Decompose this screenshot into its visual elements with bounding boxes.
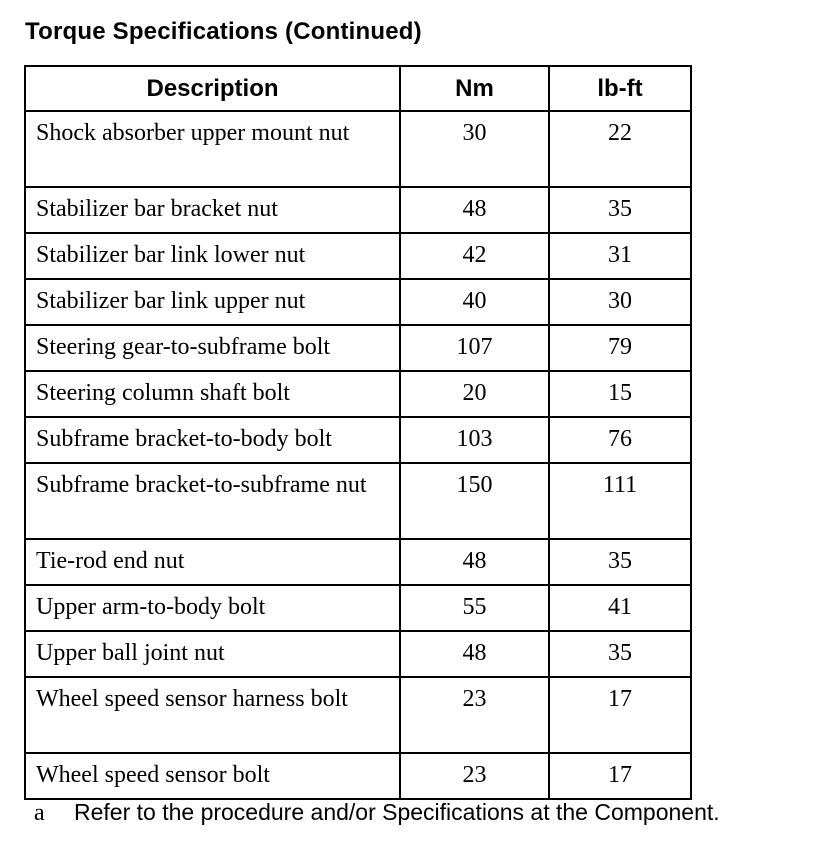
table-row [25,111,691,187]
row-description: Stabilizer bar link upper nut [25,279,400,325]
row-nm-value: 55 [400,585,549,631]
row-description: Upper arm-to-body bolt [25,585,400,631]
table-row [25,753,691,799]
row-lbft-value: 111 [549,463,691,539]
table-row [25,585,691,631]
row-nm-value: 20 [400,371,549,417]
row-nm-value: 40 [400,279,549,325]
table-header-row [25,66,691,111]
row-nm-value: 48 [400,187,549,233]
row-description: Subframe bracket-to-subframe nut [25,463,400,539]
row-lbft-value: 15 [549,371,691,417]
table-row [25,677,691,753]
row-nm-value: 23 [400,677,549,753]
row-description: Steering gear-to-subframe bolt [25,325,400,371]
row-lbft-value: 22 [549,111,691,187]
table-row [25,187,691,233]
row-nm-value: 48 [400,631,549,677]
row-lbft-value: 30 [549,279,691,325]
footnote [34,799,720,827]
table-row [25,371,691,417]
table-row [25,539,691,585]
row-description: Shock absorber upper mount nut [25,111,400,187]
row-lbft-value: 41 [549,585,691,631]
footnote-marker: a [34,800,45,826]
row-description: Upper ball joint nut [25,631,400,677]
row-description: Wheel speed sensor harness bolt [25,677,400,753]
table-row [25,279,691,325]
row-lbft-value: 17 [549,753,691,799]
table-row [25,631,691,677]
row-lbft-value: 76 [549,417,691,463]
row-description: Stabilizer bar link lower nut [25,233,400,279]
row-description: Steering column shaft bolt [25,371,400,417]
row-description: Tie-rod end nut [25,539,400,585]
row-nm-value: 48 [400,539,549,585]
page-title: Torque Specifications (Continued) [25,18,422,45]
row-nm-value: 30 [400,111,549,187]
footnote-text: Refer to the procedure and/or Specifications at the Component. [74,799,720,825]
row-description: Wheel speed sensor bolt [25,753,400,799]
column-header-lbft: lb-ft [549,66,691,111]
column-header-nm: Nm [400,66,549,111]
row-lbft-value: 35 [549,539,691,585]
row-description: Stabilizer bar bracket nut [25,187,400,233]
row-lbft-value: 31 [549,233,691,279]
row-lbft-value: 35 [549,631,691,677]
torque-spec-table [24,65,692,800]
row-lbft-value: 35 [549,187,691,233]
row-description: Subframe bracket-to-body bolt [25,417,400,463]
column-header-description: Description [25,66,400,111]
row-nm-value: 42 [400,233,549,279]
table-row [25,233,691,279]
table-row [25,463,691,539]
row-lbft-value: 17 [549,677,691,753]
row-nm-value: 103 [400,417,549,463]
row-nm-value: 150 [400,463,549,539]
row-nm-value: 23 [400,753,549,799]
table-row [25,417,691,463]
row-nm-value: 107 [400,325,549,371]
table-row [25,325,691,371]
row-lbft-value: 79 [549,325,691,371]
